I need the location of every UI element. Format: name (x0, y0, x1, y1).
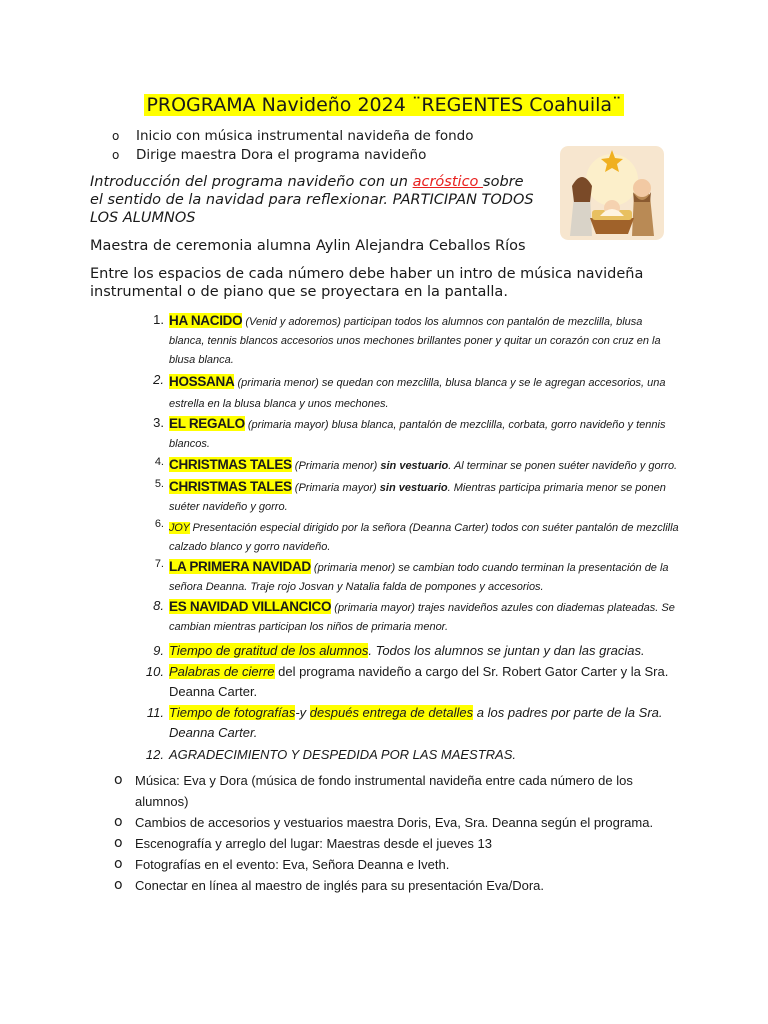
ceremony-master: Maestra de ceremonia alumna Aylin Alejandra Ceballos Ríos (90, 238, 526, 254)
program-item: 6. JOY Presentación especial dirigido por la señora (Deanna Carter) todos con suéter pantalón de mezclilla calzado blanco y gorro navideño. (154, 518, 679, 553)
footer-bullet: o Escenografía y arreglo del lugar: Maestras desde el jueves 13 (114, 835, 492, 851)
nativity-scene-image (560, 146, 664, 240)
closing-item: 12. AGRADECIMIENTO Y DESPEDIDA POR LAS MAESTRAS. (145, 747, 516, 762)
page-title: PROGRAMA Navideño 2024 ¨REGENTES Coahuila¨ (146, 94, 622, 116)
closing-item: 10. Palabras de cierre del programa navideño a cargo del Sr. Robert Gator Carter y la Sra. Deanna Carter. (145, 664, 669, 699)
acrostico-link[interactable]: acróstico (412, 174, 484, 190)
footer-bullet: o Conectar en línea al maestro de inglés para su presentación Eva/Dora. (114, 877, 545, 893)
footer-bullet: o Música: Eva y Dora (música de fondo instrumental navideña entre cada número de los alumnos) (114, 772, 633, 809)
program-item: 3. EL REGALO (primaria mayor) blusa blanca, pantalón de mezclilla, corbata, gorro navideño y tennis blancos. (153, 415, 666, 450)
program-item: 7. LA PRIMERA NAVIDAD (primaria menor) se cambian todo cuando terminan la presentación de la señora Deanna. Traje rojo Josvan y Natalia falda de pompones y accesorios. (154, 558, 669, 593)
program-item: 2. HOSSANA (primaria menor) se quedan con mezclilla, blusa blanca y se le agregan accesorios, una estrella en la blusa blanca y unos mechones. (153, 372, 666, 410)
program-item: 5. CHRISTMAS TALES (Primaria mayor) sin vestuario. Mientras participa primaria menor se ponen suéter navideño y gorro. (154, 478, 666, 513)
top-bullet-2: o Dirige maestra Dora el programa navideño (112, 147, 427, 163)
program-list (140, 312, 680, 765)
closing-item: 11. Tiempo de fotografías-y después entrega de detalles a los padres por parte de la Sra. Deanna Carter. (146, 705, 663, 740)
spaces-note: Entre los espacios de cada número debe haber un intro de música navideña instrumental o de piano que se proyectara en la pantalla. (90, 266, 644, 300)
program-item: 8. ES NAVIDAD VILLANCICO (primaria mayor) trajes navideños azules con diademas plateadas. Se cambian mientras participan los niños de primaria menor. (153, 598, 675, 633)
program-item: 1. HA NACIDO (Venid y adoremos) participan todos los alumnos con pantalón de mezclilla, blusa blanca, tennis blancos accesorios unos mechones brillantes poner y quitar un corazón con cruz en la blusa blanca. (153, 312, 661, 366)
closing-item: 9. Tiempo de gratitud de los alumnos. Todos los alumnos se juntan y dan las gracias. (153, 643, 645, 658)
intro-paragraph: Introducción del programa navideño con un acróstico sobre el sentido de la navidad para reflexionar. PARTICIPAN TODOS LOS ALUMNOS (90, 174, 534, 226)
program-item: 4. CHRISTMAS TALES (Primaria menor) sin vestuario. Al terminar se ponen suéter navideño y gorro. (154, 456, 678, 472)
footer-bullet: o Fotografías en el evento: Eva, Señora Deanna e Iveth. (114, 856, 450, 872)
footer-bullet: o Cambios de accesorios y vestuarios maestra Doris, Eva, Sra. Deanna según el programa. (114, 814, 654, 830)
top-bullet-1: o Inicio con música instrumental navideña de fondo (112, 128, 474, 144)
